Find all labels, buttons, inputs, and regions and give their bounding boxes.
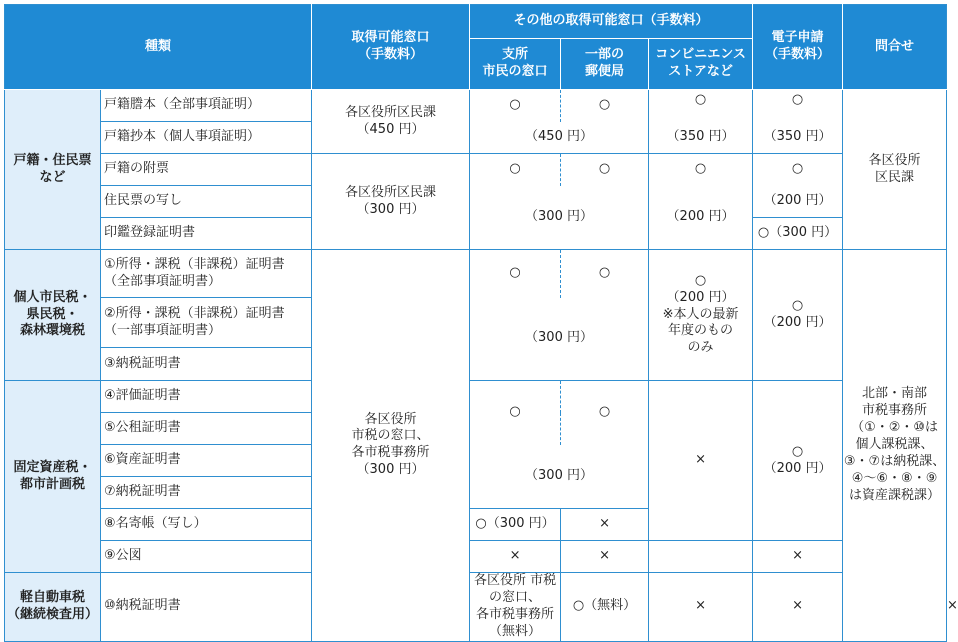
header-branch: 支所 市民の窓口	[470, 39, 561, 90]
online-property-200: ○ （200 円）	[753, 381, 843, 541]
window-family-450: 各区役所区民課 （450 円）	[312, 90, 470, 154]
branch-post-fee-300: （300 円）	[470, 445, 649, 509]
contact-ward-office: 各区役所 区民課	[843, 90, 947, 250]
header-contact: 問合せ	[843, 5, 947, 90]
conv-resident-note: ○ （200 円） ※本人の最新 年度のもの のみ	[649, 250, 753, 381]
branch-post-fee-300: （300 円）	[470, 298, 649, 381]
header-other-windows: その他の取得可能窓口（手数料）	[470, 5, 753, 39]
item-juminhyo: 住民票の写し	[101, 186, 312, 218]
item-kozu: ⑨公図	[101, 541, 312, 573]
contact-tax-office: 北部・南部 市税事務所 （①・②・⑩は 個人課税課、 ③・⑦は納税課、 ④～⑥・⑧・⑨ は資産課税課）	[843, 250, 947, 642]
conv-fee-200: （200 円）	[649, 186, 753, 250]
category-light-vehicle-tax: 軽自動車税 （継続検査用）	[5, 573, 101, 642]
item-koso: ⑤公租証明書	[101, 413, 312, 445]
post-circle: ○	[561, 154, 649, 186]
item-koseki-tohon: 戸籍謄本（全部事項証明）	[101, 90, 312, 122]
conv-circle: ○	[649, 90, 753, 122]
conv-property-cross: ×	[649, 381, 753, 541]
post-nayose-cross: ×	[561, 509, 649, 541]
branch-kozu-cross: ×	[470, 541, 561, 573]
category-family-register: 戸籍・住民票 など	[5, 90, 101, 250]
window-family-300: 各区役所区民課 （300 円）	[312, 154, 470, 250]
item-nayose: ⑧名寄帳（写し）	[101, 509, 312, 541]
certificate-table: 種類 取得可能窓口 （手数料） その他の取得可能窓口（手数料） 電子申請 （手数料） 問合せ 支所 市民の窓口 一部の 郵便局 コンビニエンス ストアなど 戸籍・住民票 など 戸籍謄本（全部事項証明） 各区役所区民課 （450 円） ○ ○ ○ ○ 各区役所 区民課 戸籍抄本（個人事項証明） （450 円） （350 円） （350 円） 戸籍の附票 各区役所区民課 （300 円） ○ ○ ○ ○ 住民票の写し （300 円） （200 円） （200 円） 印鑑登録証明書 ○（300 円） 個人市民税・ 県民税・ 森林環境税 ①所得・課税（非課税）証明書 （全部事項証明書） 各区役所 市税の窓口、 各市税事務所 （300 円） ○ ○ ○ （200 円） ※本人の最新 年度のもの のみ ○ （200 円） 北部・南部 市税事務所 （①・②・⑩は 個人課税課、 ③・⑦は納税課、 ④～⑥・⑧・⑨ は資産課税課） ②所得・課税（非課税）証明書 （一部事項証明書） （300 円） ③納税証明書 固定資産税・ 都市計画税 ④評価証明書 ○ ○ × ○ （200 円） ⑤公租証明書 ⑥資産証明書 （300 円） ⑦納税証明書 ⑧名寄帳（写し） ○（300 円） × ⑨公図 × × × 軽自動車税 （継続検査用） ⑩納税証明書 各区役所 市税の窓口、 各市税事務所（無料） ○（無料） × × ×	[4, 4, 947, 642]
online-circle: ○	[753, 90, 843, 122]
window-tax-300: 各区役所 市税の窓口、 各市税事務所 （300 円）	[312, 250, 470, 642]
online-circle: ○	[753, 154, 843, 186]
branch-circle: ○	[470, 154, 561, 186]
post-kozu-cross: ×	[561, 541, 649, 573]
branch-circle: ○	[470, 90, 561, 122]
branch-post-fee-300: （300 円）	[470, 186, 649, 250]
header-window: 取得可能窓口 （手数料）	[312, 5, 470, 90]
window-vehicle-free: 各区役所 市税の窓口、 各市税事務所（無料）	[470, 573, 561, 642]
online-inkan-300: ○（300 円）	[753, 218, 843, 250]
online-fee-200: （200 円）	[753, 186, 843, 218]
item-shotoku-ichibu: ②所得・課税（非課税）証明書 （一部事項証明書）	[101, 298, 312, 348]
post-vehicle-cross: ×	[649, 573, 753, 642]
online-resident-200: ○ （200 円）	[753, 250, 843, 381]
item-shisan: ⑥資産証明書	[101, 445, 312, 477]
header-type: 種類	[5, 5, 312, 90]
post-circle: ○	[561, 250, 649, 298]
conv-kozu-empty	[649, 541, 753, 573]
item-nozei-property: ⑦納税証明書	[101, 477, 312, 509]
header-conv: コンビニエンス ストアなど	[649, 39, 753, 90]
conv-fee-350: （350 円）	[649, 122, 753, 154]
item-shotoku-zenbu: ①所得・課税（非課税）証明書 （全部事項証明書）	[101, 250, 312, 298]
header-online: 電子申請 （手数料）	[753, 5, 843, 90]
branch-vehicle-free: ○（無料）	[561, 573, 649, 642]
branch-post-fee-450: （450 円）	[470, 122, 649, 154]
item-nozei-vehicle: ⑩納税証明書	[101, 573, 312, 642]
category-property-tax: 固定資産税・ 都市計画税	[5, 381, 101, 573]
branch-nayose-300: ○（300 円）	[470, 509, 561, 541]
item-nozei-resident: ③納税証明書	[101, 348, 312, 381]
conv-circle: ○	[649, 154, 753, 186]
item-koseki-shohon: 戸籍抄本（個人事項証明）	[101, 122, 312, 154]
item-hyoka: ④評価証明書	[101, 381, 312, 413]
branch-circle: ○	[470, 381, 561, 445]
item-koseki-fuhyo: 戸籍の附票	[101, 154, 312, 186]
item-inkan: 印鑑登録証明書	[101, 218, 312, 250]
post-circle: ○	[561, 381, 649, 445]
conv-vehicle-cross: ×	[753, 573, 843, 642]
online-kozu-cross: ×	[753, 541, 843, 573]
branch-circle: ○	[470, 250, 561, 298]
category-resident-tax: 個人市民税・ 県民税・ 森林環境税	[5, 250, 101, 381]
header-post: 一部の 郵便局	[561, 39, 649, 90]
post-circle: ○	[561, 90, 649, 122]
online-fee-350: （350 円）	[753, 122, 843, 154]
